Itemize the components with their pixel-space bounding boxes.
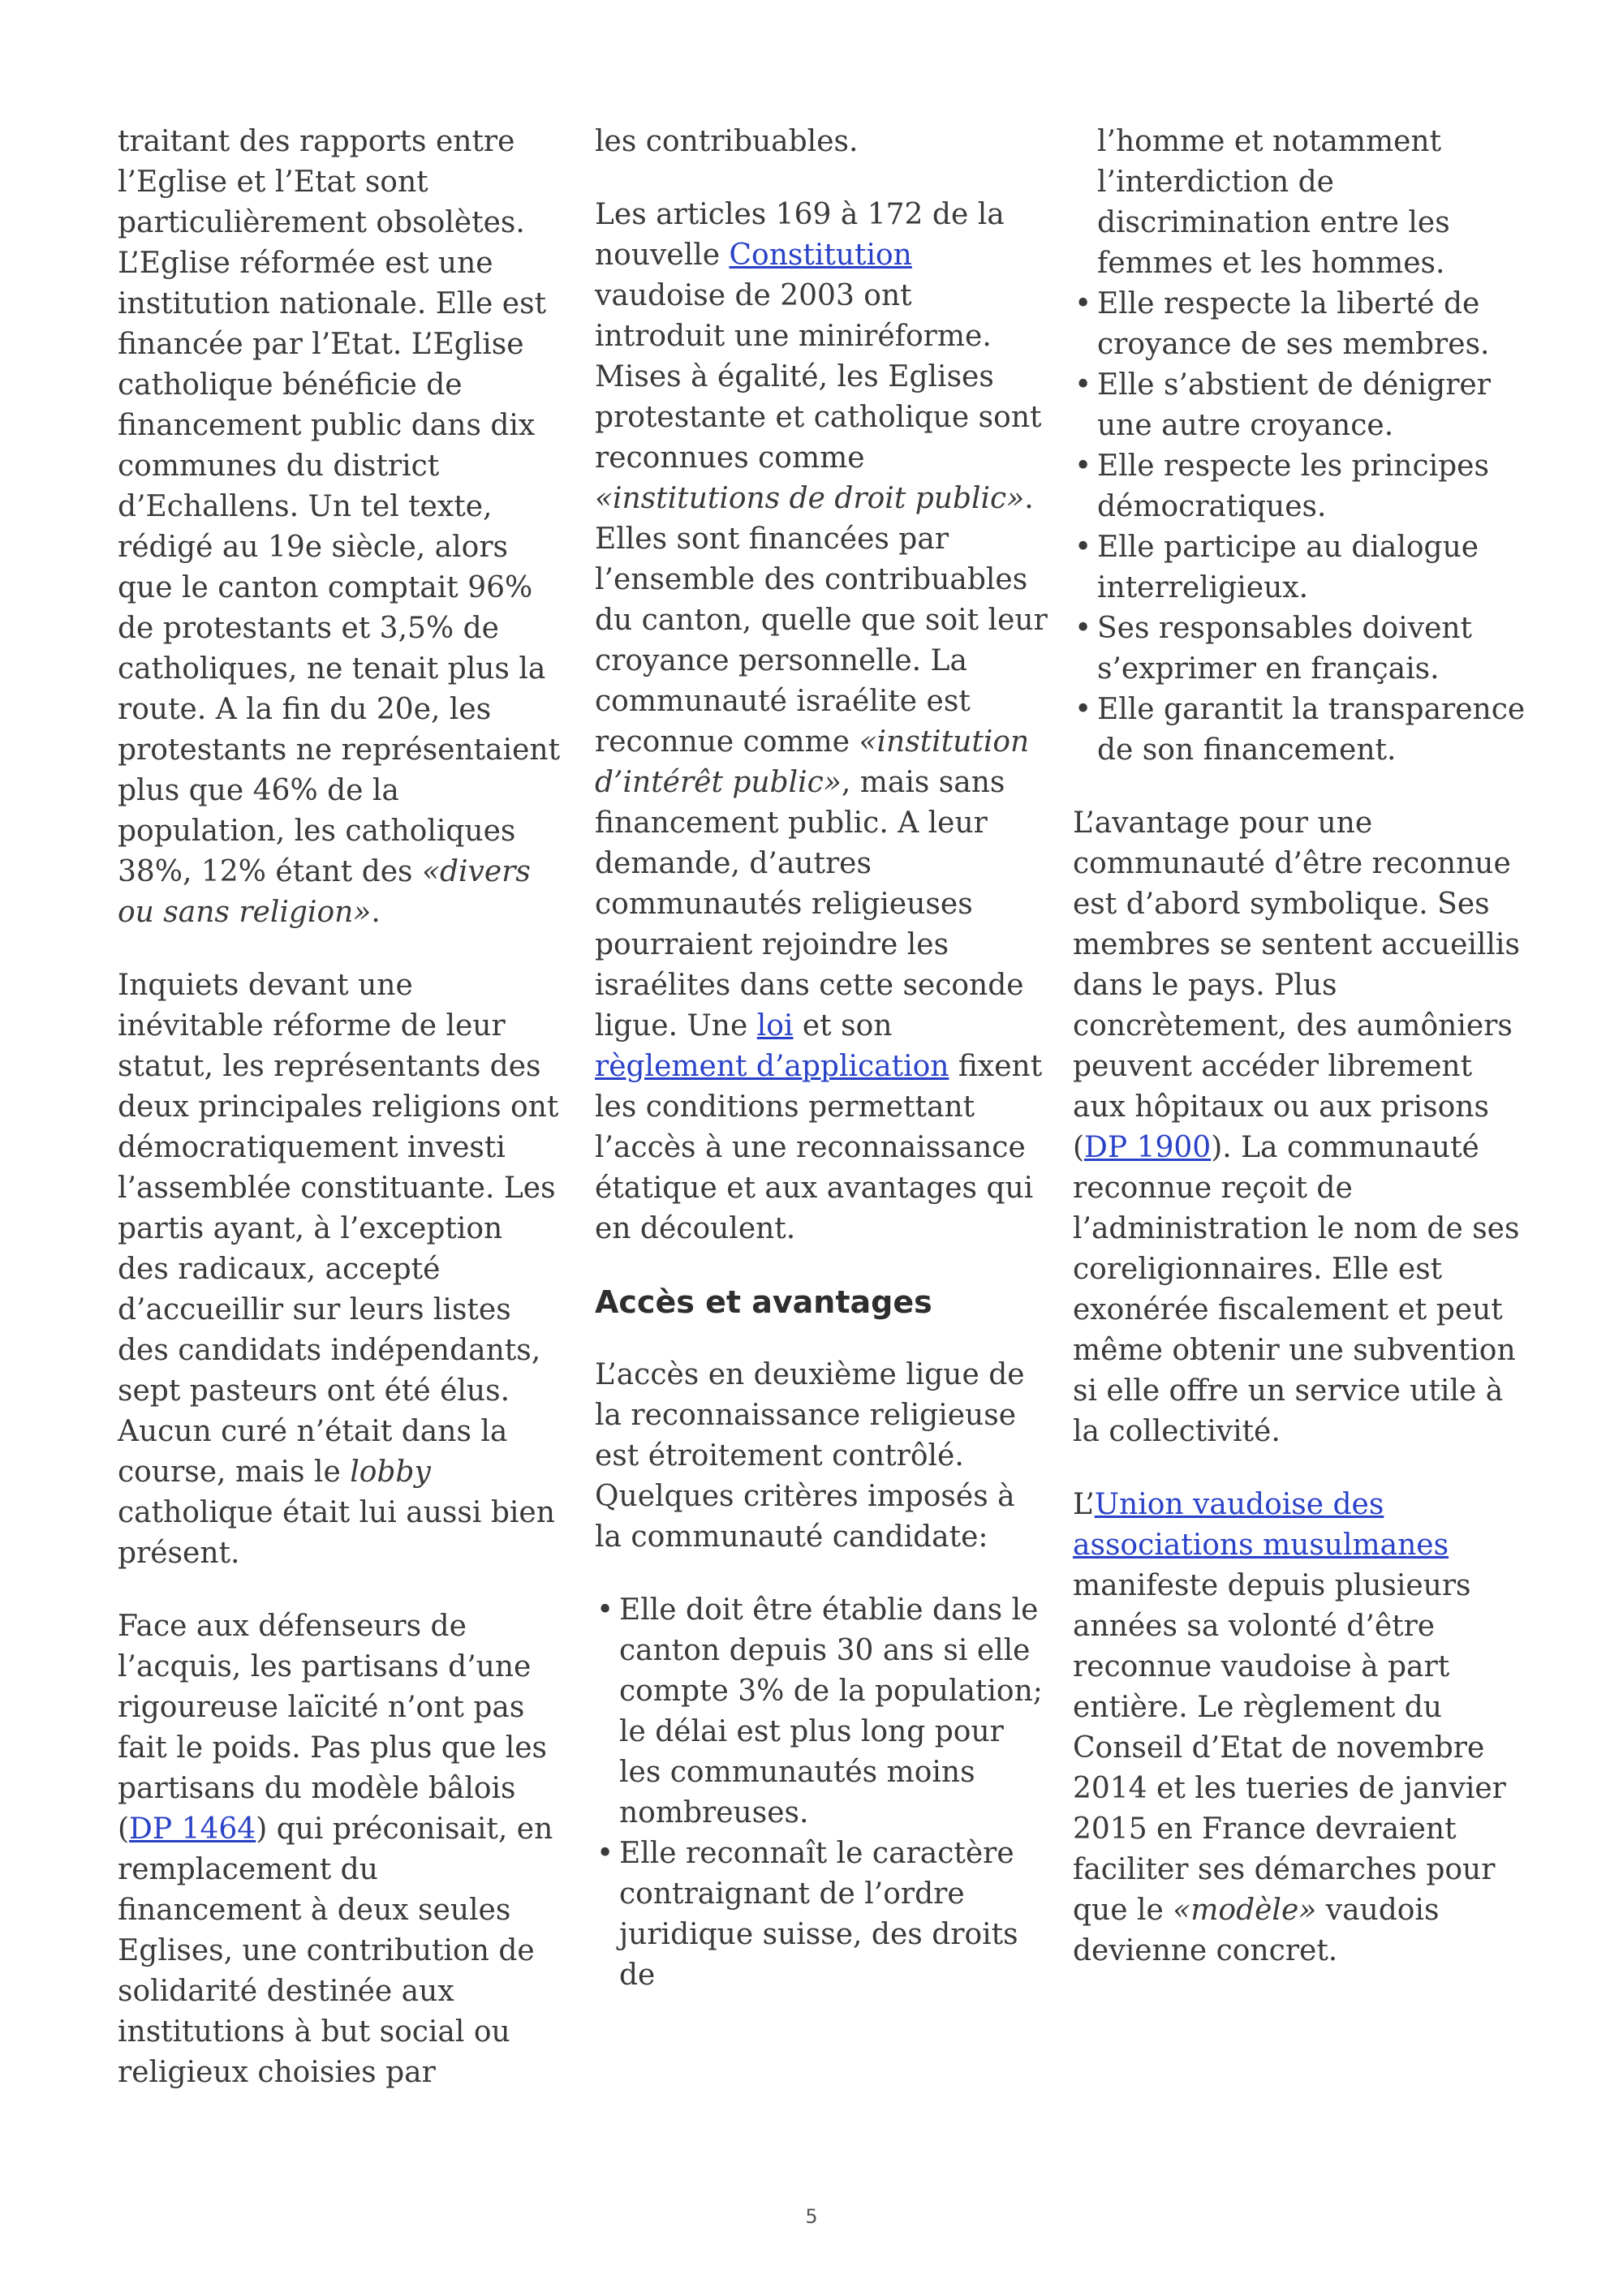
paragraph: traitant des rapports entre l’Eglise et l’Etat sont particulièrement obsolètes. L’Eglise réformée est une institution nationale. Elle est financée par l’Etat. L’Eglise catholique bénéficie de financement public dans dix communes du district d’Echallens. Un tel texte, rédigé au 19e siècle, alors que le canton comptait 96% de protestants et 3,5% de catholiques, ne tenait plus la route. A la fin du 20e, les protestants ne représentaient plus que 46% de la population, les catholiques 38%, 12% étant des «divers ou sans religion». [118,125,561,929]
criteria-list [1073,122,1531,771]
link-reglement-application[interactable]: règlement d’application [595,1050,949,1083]
link-dp-1464[interactable]: DP 1464 [129,1812,256,1846]
list-item: • Elle respecte la liberté de croyance de ses membres. [1097,284,1531,365]
list-item: • Elle garantit la transparence de son financement. [1097,690,1531,771]
list-item: • Elle doit être établie dans le canton depuis 30 ans si elle compte 3% de la population; le délai est plus long pour les communautés moins nombreuses. [619,1590,1049,1834]
section-heading: Accès et avantages [595,1284,932,1320]
column-3 [1073,122,1531,2004]
list-item: • Ses responsables doivent s’exprimer en français. [1097,608,1531,690]
link-union-vaudoise[interactable]: Union vaudoise des associations musulmanes [1073,1488,1449,1562]
paragraph: L’accès en deuxième ligue de la reconnaissance religieuse est étroitement contrôlé. Quelques critères imposés à la communauté candidate: [595,1358,1025,1554]
criteria-list [595,1590,1049,1996]
link-constitution[interactable]: Constitution [729,239,912,272]
paragraph: Face aux défenseurs de l’acquis, les partisans d’une rigoureuse laïcité n’ont pas fait le poids. Pas plus que les partisans du modèle bâlois (DP 1464) qui préconisait, en remplacement du financement à deux seules Eglises, une contribution de solidarité destinée aux institutions à but social ou religieux choisies par [118,1610,553,2089]
list-item: l’homme et notamment l’interdiction de discrimination entre les femmes et les hommes. [1097,125,1450,280]
column-2 [595,122,1049,2028]
paragraph: les contribuables. [595,125,859,158]
paragraph: Les articles 169 à 172 de la nouvelle Constitution vaudoise de 2003 ont introduit une miniréforme. Mises à égalité, les Eglises protestante et catholique sont reconnues comme «institutions de droit public». Elles sont financées par l’ensemble des contribuables du canton, quelle que soit leur croyance personnelle. La communauté israélite est reconnue comme «institution d’intérêt public», mais sans financement public. A leur demande, d’autres communautés religieuses pourraient rejoindre les israélites dans cette seconde ligue. Une loi et son règlement d’application fixent les conditions permettant l’accès à une reconnaissance étatique et aux avantages qui en découlent. [595,198,1048,1245]
paragraph: Inquiets devant une inévitable réforme de leur statut, les représentants des deux principales religions ont démocratiquement investi l’assemblée constituante. Les partis ayant, à l’exception des radicaux, accepté d’accueillir sur leurs listes des candidats indépendants, sept pasteurs ont été élus. Aucun curé n’était dans la course, mais le lobby catholique était lui aussi bien présent. [118,969,559,1570]
paragraph: L’avantage pour une communauté d’être reconnue est d’abord symbolique. Ses membres se sentent accueillis dans le pays. Plus concrètement, des aumôniers peuvent accéder librement aux hôpitaux ou aux prisons (DP 1900). La communauté reconnue reçoit de l’administration le nom de ses coreligionnaires. Elle est exonérée fiscalement et peut même obtenir une subvention si elle offre un service utile à la collectivité. [1073,806,1520,1448]
column-1 [118,122,562,2126]
list-item: • Elle reconnaît le caractère contraignant de l’ordre juridique suisse, des droits de [619,1834,1049,1996]
page-number: 5 [805,2205,818,2228]
list-item: • Elle respecte les principes démocratiques. [1097,446,1531,527]
paragraph: L’Union vaudoise des associations musulmanes manifeste depuis plusieurs années sa volonté d’être reconnue vaudoise à part entière. Le règlement du Conseil d’Etat de novembre 2014 et les tueries de janvier 2015 en France devraient faciliter ses démarches pour que le «modèle» vaudois devienne concret. [1073,1488,1506,1967]
link-loi[interactable]: loi [756,1009,794,1043]
list-item: • Elle participe au dialogue interreligieux. [1097,527,1531,608]
list-item: • Elle s’abstient de dénigrer une autre croyance. [1097,365,1531,446]
link-dp-1900[interactable]: DP 1900 [1084,1131,1212,1164]
